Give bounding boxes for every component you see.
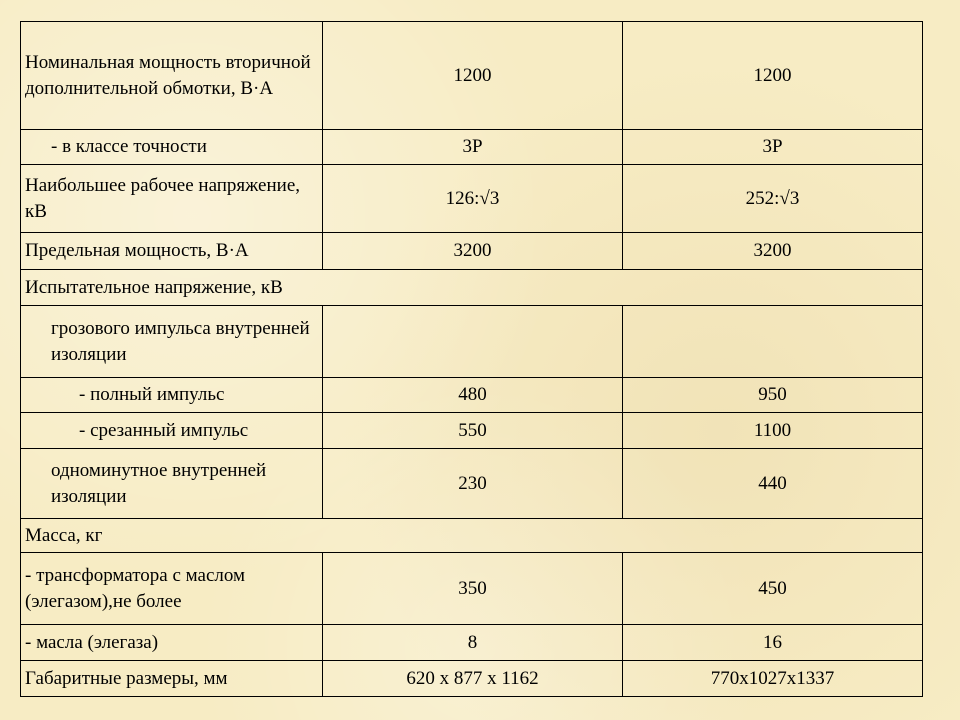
value-cell xyxy=(623,306,923,378)
row-label: - в классе точности xyxy=(21,130,323,165)
value-cell: 3200 xyxy=(323,233,623,270)
value-cell: 620 х 877 х 1162 xyxy=(323,661,623,697)
value-cell: 3200 xyxy=(623,233,923,270)
value-cell: 550 xyxy=(323,413,623,449)
table-row xyxy=(21,625,923,661)
value-cell: 440 xyxy=(623,449,923,519)
value-cell: 126:√3 xyxy=(323,165,623,233)
value-cell: 230 xyxy=(323,449,623,519)
table-row xyxy=(21,378,923,413)
table-row xyxy=(21,165,923,233)
value-cell: 8 xyxy=(323,625,623,661)
value-cell: 1200 xyxy=(323,22,623,130)
section-row xyxy=(21,270,923,306)
table-row xyxy=(21,413,923,449)
table-row xyxy=(21,553,923,625)
spec-table xyxy=(20,21,923,697)
row-label: - полный импульс xyxy=(21,378,323,413)
table-row xyxy=(21,22,923,130)
value-cell: 3Р xyxy=(323,130,623,165)
value-cell: 350 xyxy=(323,553,623,625)
value-cell: 450 xyxy=(623,553,923,625)
row-label: - срезанный импульс xyxy=(21,413,323,449)
value-cell: 252:√3 xyxy=(623,165,923,233)
value-cell: 950 xyxy=(623,378,923,413)
row-label: грозового импульса внутренней изоляции xyxy=(21,306,323,378)
section-heading: Испытательное напряжение, кВ xyxy=(21,270,923,306)
table-row xyxy=(21,130,923,165)
section-row xyxy=(21,519,923,553)
table-row xyxy=(21,233,923,270)
table-row xyxy=(21,661,923,697)
table-row xyxy=(21,306,923,378)
row-label: Предельная мощность, В·А xyxy=(21,233,323,270)
value-cell: 3Р xyxy=(623,130,923,165)
value-cell: 770х1027х1337 xyxy=(623,661,923,697)
table-row xyxy=(21,449,923,519)
value-cell: 16 xyxy=(623,625,923,661)
row-label: - трансформатора с маслом (элегазом),не более xyxy=(21,553,323,625)
value-cell: 1200 xyxy=(623,22,923,130)
section-heading: Масса, кг xyxy=(21,519,923,553)
row-label: Наибольшее рабочее напряжение, кВ xyxy=(21,165,323,233)
value-cell: 480 xyxy=(323,378,623,413)
value-cell: 1100 xyxy=(623,413,923,449)
row-label: Номинальная мощность вторичной дополнительной обмотки, В·А xyxy=(21,22,323,130)
value-cell xyxy=(323,306,623,378)
row-label: Габаритные размеры, мм xyxy=(21,661,323,697)
row-label: - масла (элегаза) xyxy=(21,625,323,661)
row-label: одноминутное внутренней изоляции xyxy=(21,449,323,519)
